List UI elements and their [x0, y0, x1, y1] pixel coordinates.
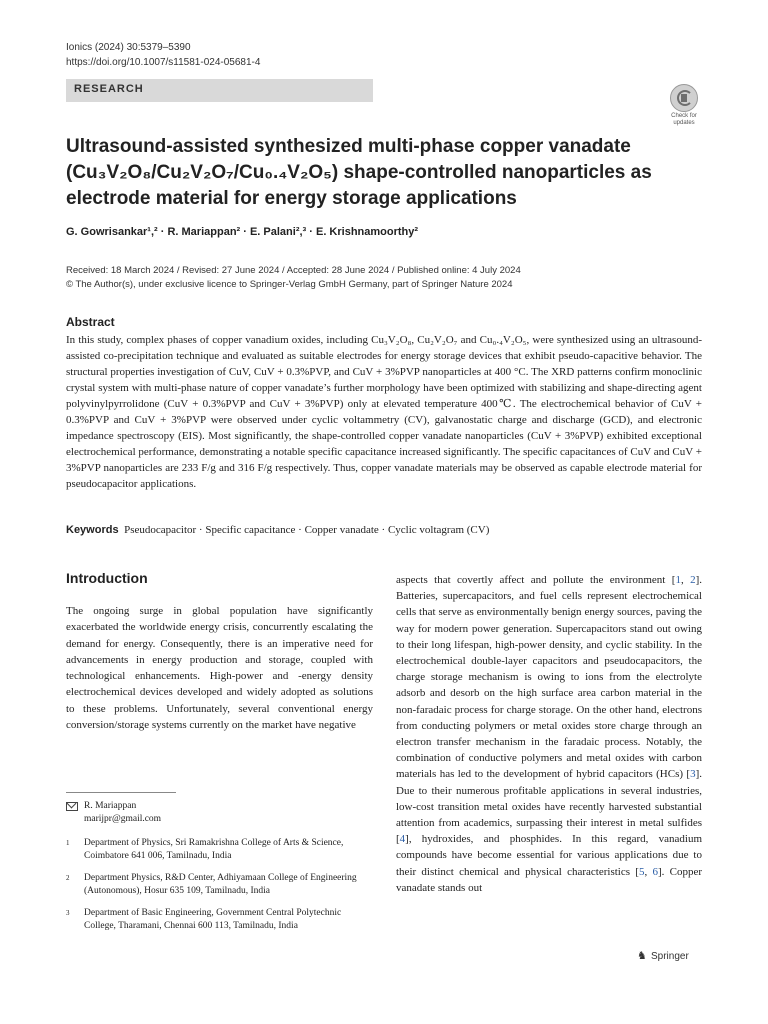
- reference-link[interactable]: 5: [638, 865, 645, 878]
- publisher-name: Springer: [651, 951, 689, 962]
- abstract-heading: Abstract: [66, 315, 115, 329]
- reference-link[interactable]: 4: [399, 833, 406, 846]
- keywords-list: Pseudocapacitor · Specific capacitance · Copper vanadate · Cyclic voltagram (CV): [124, 524, 490, 536]
- corresponding-author-email[interactable]: marijpr@gmail.com: [84, 813, 162, 824]
- reference-link[interactable]: 2: [690, 574, 696, 586]
- introduction-left-column: The ongoing surge in global population have significantly exacerbated the worldwide energy crisis, concurrently escalating the demand for energy. Consequently, there is an imperative need for advancements in energy production and storage, coupled with technological enhancements. High-power and -energy density electrochemical devices developed and widely adopted as solutions to these problems. Unfortunately, several conventional energy conversion/storage systems currently on the market have negative: [66, 605, 373, 732]
- reference-link[interactable]: 1: [675, 574, 681, 586]
- introduction-right-column: aspects that covertly affect and pollute the environment [1, 2]. Batteries, supercapacitors, and fuel cells represent electrochemical cells that serve as environmentally benign energy sources, paving the way for modern power generation. Supercapacitors stand out owing to their long lifespan, high-power density, and cyclic stability. In the electrochemical double-layer capacitors and pseudocapacitors, the charge storage mechanism is owing to ions from the electrolyte adsorb and desorb on the high surface area carbon material in the non-faradaic process for charge storage. On the other hand, electrons from conducting polymers or metal oxides store charge through an electron transfer mechanism in the faradaic process. Notably, the combination of conductive polymers and metal oxides with carbon materials has led to the development of hybrid capacitors (HCs) [3]. Due to their numerous profitable applications in several industries, low-cost transition metal oxides have recently harvested substantial attention from academics, surpassing their interest in metal sulfides [4], hydroxides, and phosphides. In this regard, vanadium compounds have become essential for various applications due to their distinct chemical and physical characteristics [5, 6]. Copper vanadate stands out: [396, 574, 703, 894]
- author-list: G. Gowrisankar¹,² · R. Mariappan² · E. Palani²,³ · E. Krishnamoorthy²: [66, 226, 419, 238]
- keywords: [66, 524, 489, 536]
- affiliation-item: [66, 907, 366, 932]
- affiliation-text: Department of Basic Engineering, Government Central Polytechnic College, Tharamani, Chennai 600 113, Tamilnadu, India: [84, 908, 342, 931]
- affiliation-number: 1: [66, 839, 70, 847]
- footnotes: [66, 800, 366, 942]
- affiliation-text: Department of Physics, Sri Ramakrishna College of Arts & Science, Coimbatore 641 006, Tamilnadu, India: [84, 838, 344, 861]
- doi-link[interactable]: https://doi.org/10.1007/s11581-024-05681-4: [66, 57, 261, 68]
- history-dates: Received: 18 March 2024 / Revised: 27 June 2024 / Accepted: 28 June 2024 / Published online: 4 July 2024: [66, 265, 521, 276]
- affiliation-item: [66, 872, 366, 897]
- article-title: Ultrasound-assisted synthesized multi-phase copper vanadate (Cu₃V₂O₈/Cu₂V₂O₇/Cu₀.₄V₂O₅) shape-controlled nanoparticles as electrode material for energy storage applications: [66, 136, 652, 209]
- springer-horse-icon: [637, 951, 648, 962]
- copyright-line: © The Author(s), under exclusive licence to Springer-Verlag GmbH Germany, part of Springer Nature 2024: [66, 279, 513, 290]
- affiliation-number: 3: [66, 909, 70, 917]
- publisher-logo: [637, 951, 689, 962]
- affiliation-item: [66, 837, 366, 862]
- check-updates-label: Check for updates: [671, 113, 697, 126]
- corresponding-author-name: R. Mariappan: [84, 801, 137, 811]
- introduction-heading: Introduction: [66, 570, 148, 586]
- keywords-label: Keywords: [66, 524, 119, 536]
- affiliation-text: Department Physics, R&D Center, Adhiyamaan College of Engineering (Autonomous), Hosur 635 109, Tamilnadu, India: [84, 873, 357, 896]
- affiliation-number: 2: [66, 874, 70, 882]
- reference-link[interactable]: 3: [690, 768, 696, 781]
- envelope-icon: [66, 802, 78, 811]
- corresponding-author: [66, 800, 366, 825]
- check-updates-icon: [670, 84, 698, 112]
- footnote-divider: [66, 792, 176, 793]
- publication-dates: [66, 264, 521, 292]
- journal-info: [66, 40, 260, 70]
- abstract-text: In this study, complex phases of copper vanadium oxides, including Cu₃V₂O₈, Cu₂V₂O₇ and Cu₀.₄V₂O₅, were synthesized using an ultrasound-assisted co-precipitation technique and evaluated as suitable electrodes for energy storage devices that exhibit pseudo-capacitive behavior. The structural properties investigation of CuV, CuV + 0.3%PVP, and CuV + 3%PVP nanoparticles at 400 °C. The XRD patterns confirm monoclinic crystal system with multi-phase nature of copper vanadate’s further morphology have been optimized with stabilizing and shape-directing agent polyvinylpyrrolidone (CuV + 0.3%PVP and CuV + 3%PVP) only at elevated temperature 400℃. The electrochemical behavior of CuV + 0.3%PVP and CuV + 3%PVP were observed under cyclic voltammetry (CV), galvanostatic charge and discharge (GCD), and electronic impedance spectroscopy (EIS). Most significantly, the shape-controlled copper vanadate nanoparticles (CuV + 3%PVP) exhibited exceptional electrochemical performance, demonstrating a notable specific capacitance increased significantly. The specific capacitances of CuV and CuV + 3%PVP nanoparticles are 233 F/g and 316 F/g respectively. Thus, copper vanadate materials may be observed as capable electrode material for pseudocapacitor applications.: [66, 334, 702, 490]
- check-for-updates-button[interactable]: [664, 84, 704, 126]
- reference-link[interactable]: 6: [652, 865, 658, 878]
- article-type-bar: [66, 79, 373, 102]
- article-type-label: RESEARCH: [74, 83, 144, 95]
- journal-citation: Ionics (2024) 30:5379–5390: [66, 42, 191, 53]
